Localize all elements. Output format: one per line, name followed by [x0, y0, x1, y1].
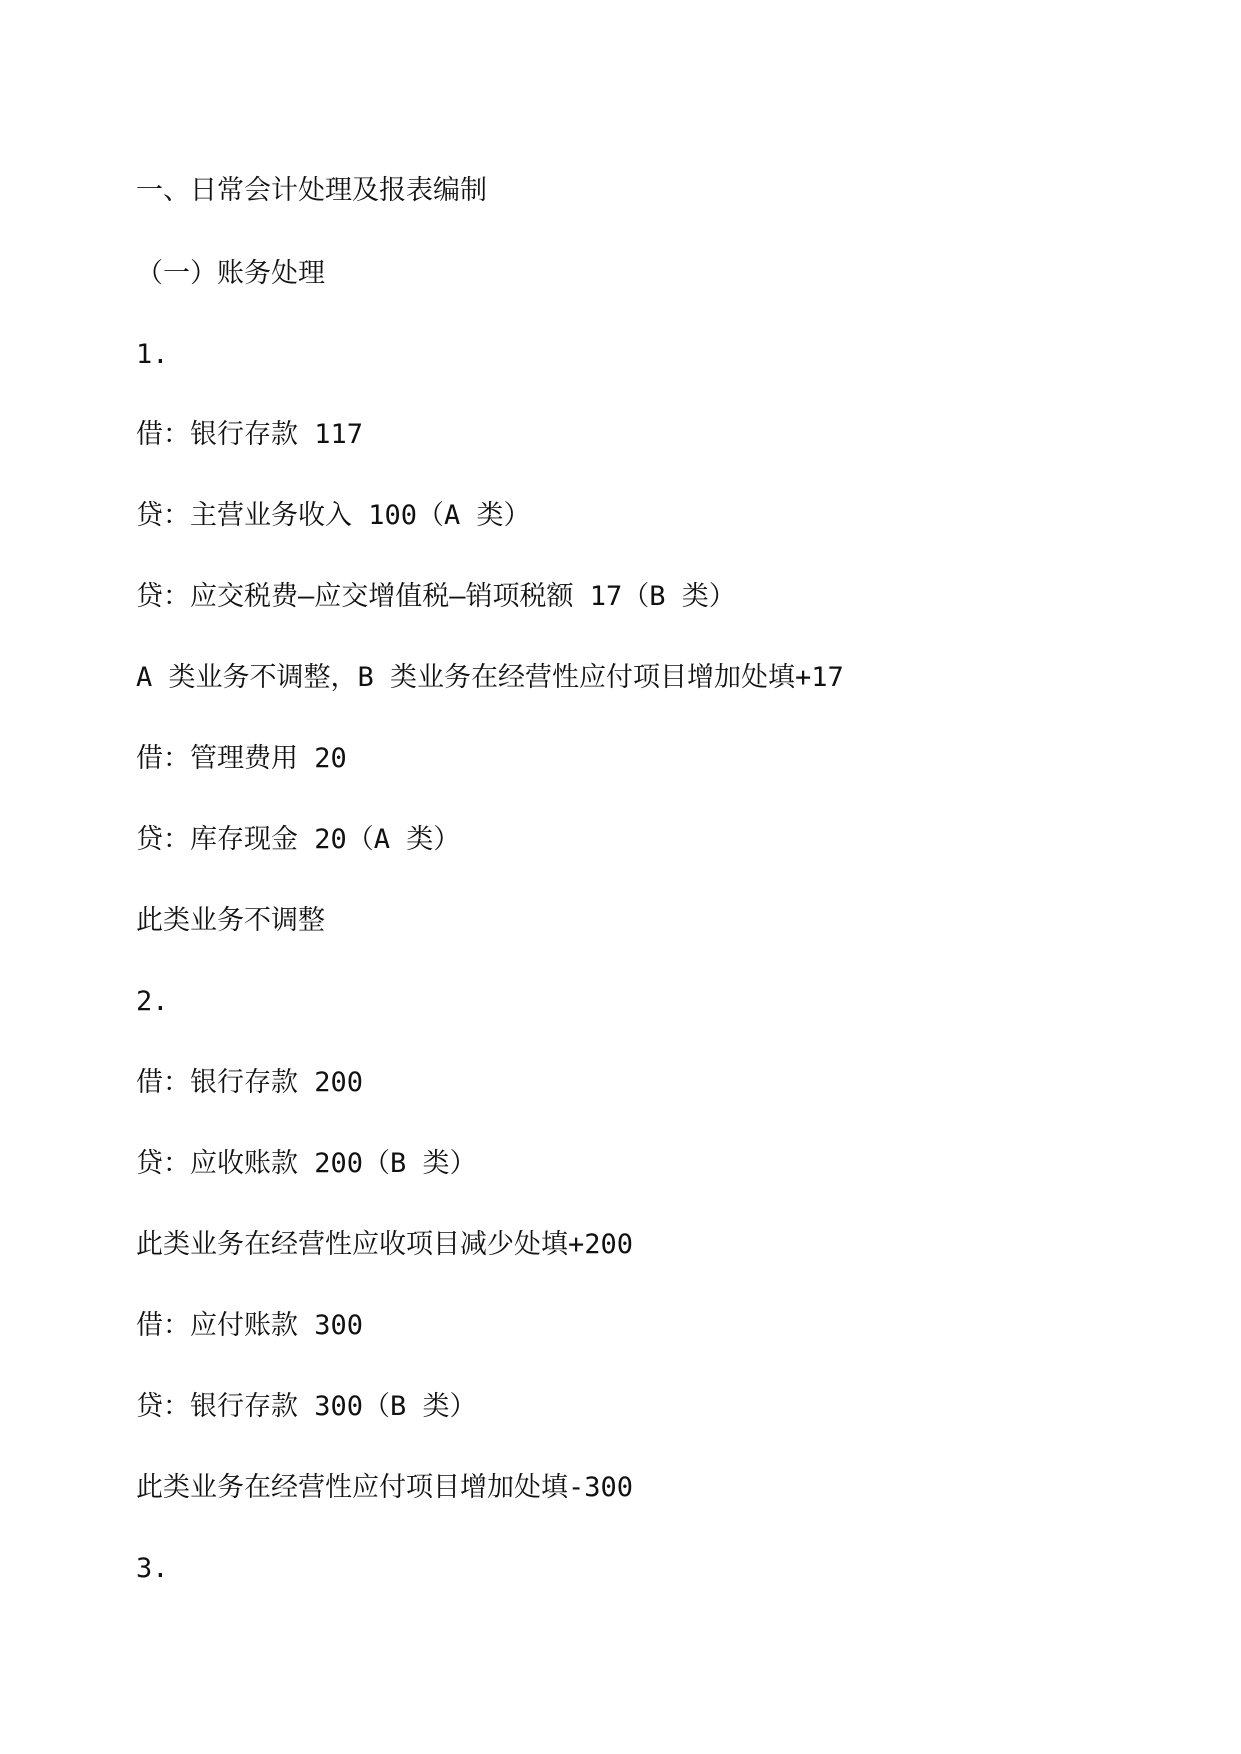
item-number: 1. — [136, 339, 169, 370]
journal-entry-line: 贷：库存现金 20（A 类） — [136, 824, 461, 855]
journal-entry-line: 贷：银行存款 300（B 类） — [136, 1391, 477, 1422]
item-number: 3. — [136, 1553, 169, 1584]
journal-entry-line: 贷：应交税费—应交增值税—销项税额 17（B 类） — [136, 581, 736, 612]
note-line: A 类业务不调整，B 类业务在经营性应付项目增加处填+17 — [136, 662, 844, 693]
note-line: 此类业务在经营性应付项目增加处填-300 — [136, 1472, 634, 1503]
item-number: 2. — [136, 986, 169, 1017]
journal-entry-line: 借：管理费用 20 — [136, 743, 347, 774]
subsection-heading: （一）账务处理 — [136, 258, 325, 289]
journal-entry-line: 贷：应收账款 200（B 类） — [136, 1148, 477, 1179]
note-line: 此类业务不调整 — [136, 905, 325, 936]
journal-entry-line: 借：银行存款 200 — [136, 1067, 364, 1098]
section-heading: 一、日常会计处理及报表编制 — [136, 175, 487, 206]
journal-entry-line: 贷：主营业务收入 100（A 类） — [136, 500, 531, 531]
note-line: 此类业务在经营性应收项目减少处填+200 — [136, 1229, 634, 1260]
journal-entry-line: 借：银行存款 117 — [136, 419, 364, 450]
journal-entry-line: 借：应付账款 300 — [136, 1310, 364, 1341]
